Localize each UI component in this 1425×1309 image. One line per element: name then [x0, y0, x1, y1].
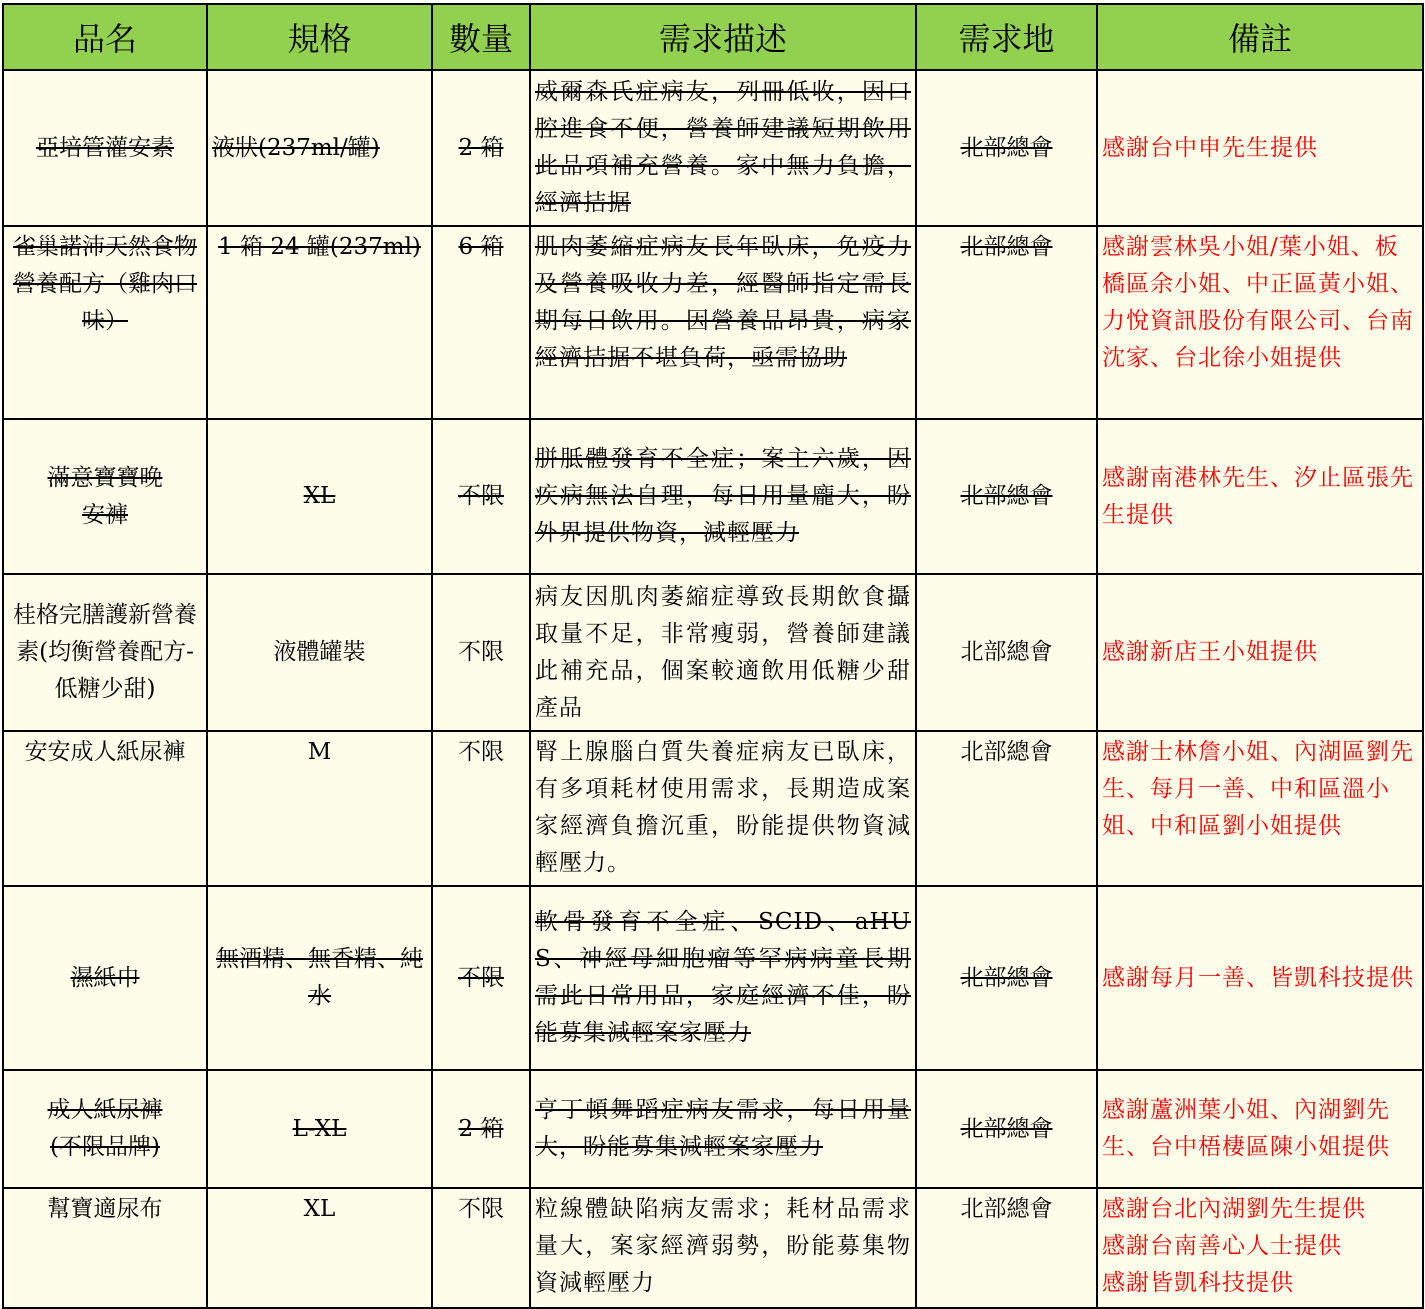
note-cell: 感謝台北內湖劉先生提供 感謝台南善心人士提供 感謝皆凱科技提供 — [1097, 1188, 1423, 1308]
item-name-cell: 滿意寶寶晚安褲 — [3, 419, 207, 574]
item-name-cell: 安安成人紙尿褲 — [3, 731, 207, 886]
item-name-cell: 幫寶適尿布 — [3, 1188, 207, 1308]
donation-needs-table — [2, 3, 1424, 1309]
item-name-cell: 濕紙巾 — [3, 886, 207, 1070]
item-name-cell: 桂格完膳護新營養素(均衡營養配方-低糖少甜) — [3, 574, 207, 731]
description-cell: 胼胝體發育不全症；案主六歲，因疾病無法自理，每日用量龐大，盼外界提供物資，減輕壓力 — [530, 419, 916, 574]
quantity-cell: 6 箱 — [432, 226, 530, 419]
table-row — [3, 419, 1423, 574]
item-name-cell: 成人紙尿褲(不限品牌) — [3, 1070, 207, 1188]
header-quantity: 數量 — [432, 4, 530, 70]
header-item-name: 品名 — [3, 4, 207, 70]
description-cell: 粒線體缺陷病友需求；耗材品需求量大，案家經濟弱勢，盼能募集物資減輕壓力 — [530, 1188, 916, 1308]
location-cell: 北部總會 — [916, 731, 1097, 886]
spec-cell: 液體罐裝 — [207, 574, 432, 731]
note-cell: 感謝雲林吳小姐/葉小姐、板橋區余小姐、中正區黃小姐、力悅資訊股份有限公司、台南沈家、台北徐小姐提供 — [1097, 226, 1423, 419]
table-row — [3, 70, 1423, 226]
description-cell: 亨丁頓舞蹈症病友需求，每日用量大，盼能募集減輕案家壓力 — [530, 1070, 916, 1188]
table-row — [3, 1188, 1423, 1308]
description-cell: 軟骨發育不全症、SCID、aHUS、神經母細胞瘤等罕病病童長期需此日常用品，家庭經濟不佳，盼能募集減輕案家壓力 — [530, 886, 916, 1070]
header-description: 需求描述 — [530, 4, 916, 70]
table-row — [3, 226, 1423, 419]
description-cell: 威爾森氏症病友，列冊低收，因口腔進食不便，營養師建議短期飲用此品項補充營養。家中無力負擔，經濟拮据 — [530, 70, 916, 226]
location-cell: 北部總會 — [916, 1070, 1097, 1188]
donation-needs-table-container — [2, 3, 1422, 1307]
quantity-cell: 不限 — [432, 419, 530, 574]
quantity-cell: 不限 — [432, 731, 530, 886]
spec-cell: XL — [207, 1188, 432, 1308]
quantity-cell: 2 箱 — [432, 70, 530, 226]
table-row — [3, 574, 1423, 731]
note-cell: 感謝台中申先生提供 — [1097, 70, 1423, 226]
quantity-cell: 2 箱 — [432, 1070, 530, 1188]
note-cell: 感謝新店王小姐提供 — [1097, 574, 1423, 731]
table-row — [3, 731, 1423, 886]
location-cell: 北部總會 — [916, 419, 1097, 574]
header-location: 需求地 — [916, 4, 1097, 70]
location-cell: 北部總會 — [916, 1188, 1097, 1308]
quantity-cell: 不限 — [432, 886, 530, 1070]
header-note: 備註 — [1097, 4, 1423, 70]
location-cell: 北部總會 — [916, 886, 1097, 1070]
spec-cell: XL — [207, 419, 432, 574]
table-row — [3, 886, 1423, 1070]
description-cell: 肌肉萎縮症病友長年臥床，免疫力及營養吸收力差，經醫師指定需長期每日飲用。因營養品昂貴，病家經濟拮据不堪負荷，亟需協助 — [530, 226, 916, 419]
table-row — [3, 1070, 1423, 1188]
spec-cell: 液狀(237ml/罐) — [207, 70, 432, 226]
item-name-cell: 亞培管灌安素 — [3, 70, 207, 226]
location-cell: 北部總會 — [916, 70, 1097, 226]
note-cell: 感謝士林詹小姐、內湖區劉先生、每月一善、中和區溫小姐、中和區劉小姐提供 — [1097, 731, 1423, 886]
quantity-cell: 不限 — [432, 1188, 530, 1308]
note-cell: 感謝每月一善、皆凱科技提供 — [1097, 886, 1423, 1070]
item-name-cell: 雀巢諾沛天然食物營養配方（雞肉口味） — [3, 226, 207, 419]
spec-cell: 1 箱 24 罐(237ml) — [207, 226, 432, 419]
header-row — [3, 4, 1423, 70]
spec-cell: 無酒精、無香精、純水 — [207, 886, 432, 1070]
note-cell: 感謝蘆洲葉小姐、內湖劉先生、台中梧棲區陳小姐提供 — [1097, 1070, 1423, 1188]
quantity-cell: 不限 — [432, 574, 530, 731]
description-cell: 病友因肌肉萎縮症導致長期飲食攝取量不足，非常瘦弱，營養師建議此補充品，個案較適飲用低糖少甜產品 — [530, 574, 916, 731]
header-spec: 規格 — [207, 4, 432, 70]
note-cell: 感謝南港林先生、汐止區張先生提供 — [1097, 419, 1423, 574]
location-cell: 北部總會 — [916, 574, 1097, 731]
location-cell: 北部總會 — [916, 226, 1097, 419]
spec-cell: L-XL — [207, 1070, 432, 1188]
spec-cell: M — [207, 731, 432, 886]
description-cell: 腎上腺腦白質失養症病友已臥床，有多項耗材使用需求，長期造成案家經濟負擔沉重，盼能提供物資減輕壓力。 — [530, 731, 916, 886]
